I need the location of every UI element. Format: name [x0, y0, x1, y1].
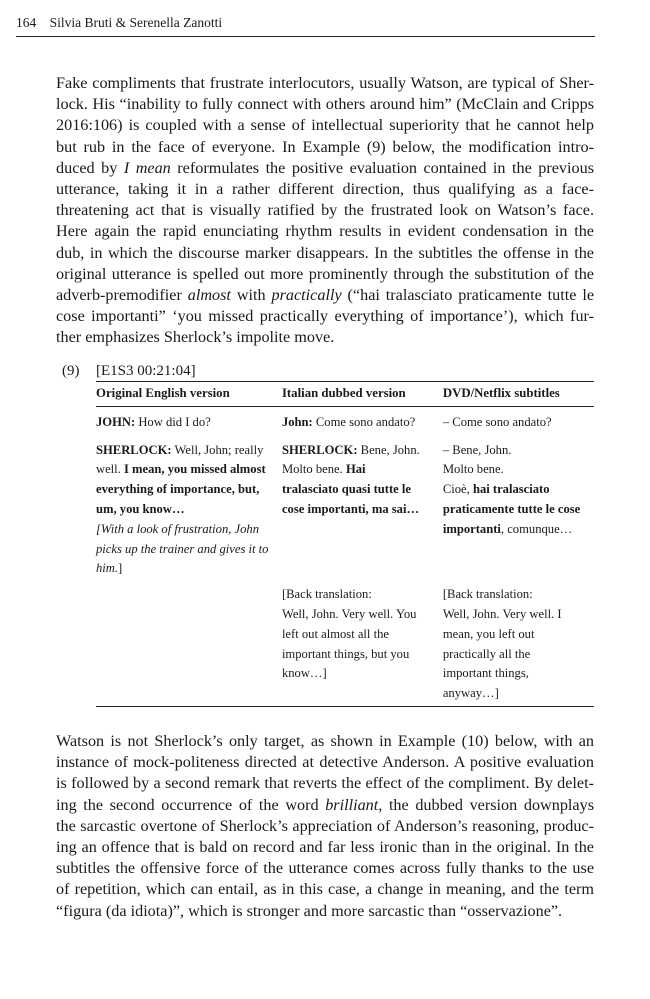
cell-line: [282, 480, 437, 500]
text-line: Watson is not Sherlock’s only target, as shown in Example (10) below, with an: [56, 732, 594, 750]
cell-line: Well, John. Very well. You: [281, 606, 417, 621]
text-line: ing an offence that is bald on record and far less ironic than in the original. In the: [56, 838, 594, 857]
bold-text: SHERLOCK:: [96, 442, 172, 457]
cell-line: important things, but you: [281, 646, 410, 661]
cell-english: JOHN: How did I do?: [96, 414, 211, 429]
bold-text: praticamente tutte le cose: [442, 501, 581, 516]
example-9: [62, 362, 596, 701]
example-table: [96, 381, 594, 707]
cell-line: [Back translation:: [442, 587, 533, 602]
bold-text: Hai: [345, 462, 366, 477]
cell-english-empty: [96, 579, 282, 706]
text-line: instance of mock-politeness directed at detective Anderson. A positive evaluation: [56, 753, 594, 772]
cell-subtitles: – Come sono andato?: [442, 414, 552, 429]
cell-line: practically all the: [442, 646, 531, 661]
bold-text: SHERLOCK:: [281, 442, 358, 457]
cell-line: [96, 520, 276, 540]
column-header-english: Original English version: [96, 382, 282, 407]
cell-line: Molto bene.: [442, 462, 504, 477]
bold-text: um, you know…: [96, 501, 185, 516]
table-row: [96, 579, 594, 706]
italic-text: almost: [187, 286, 231, 305]
italic-text: him.: [96, 561, 119, 576]
text-line: duced by I mean reformulates the positive evaluation contained in the previous: [56, 158, 595, 177]
cell-line: well. I mean, you missed almost: [96, 462, 266, 477]
text-line: ing the second occurrence of the word brilliant, the dubbed version downplays: [56, 795, 594, 814]
text-line: but rub in the face of everyone. In Example (9) below, the modification intro-: [56, 137, 594, 156]
example-heading: [62, 362, 596, 381]
column-header-subtitles: DVD/Netflix subtitles: [443, 382, 594, 407]
italic-text: practically: [271, 286, 342, 305]
table-row: [96, 441, 594, 580]
text-line: of repetition, which can entail, as in this case, a change in meaning, and the term: [56, 880, 594, 899]
example-number: (9): [62, 363, 80, 379]
cell-line: [443, 500, 588, 520]
text-line: the sarcastic overtone of Sherlock’s appreciation of Anderson’s reasoning, produc-: [56, 816, 594, 835]
italic-text: [With a look of frustration, John: [96, 521, 260, 536]
italic-text: picks up the trainer and gives it to: [96, 541, 269, 556]
table-header-row: [96, 382, 594, 407]
bold-text: tralasciato quasi tutte le: [281, 482, 412, 497]
bold-text: I mean, you missed almost: [123, 462, 266, 477]
bold-text: hai tralasciato: [472, 482, 550, 497]
text-line: cose importanti” ‘you missed practically everything of importance’), which fur-: [56, 307, 594, 326]
italic-text: I mean: [123, 158, 171, 177]
cell-line: – Bene, John.: [442, 442, 512, 457]
cell-dubbed: John: Come sono andato?: [281, 414, 416, 429]
cell-line: him.]: [96, 561, 123, 576]
cell-dubbed-back-translation: [282, 579, 443, 706]
column-header-dubbed: Italian dubbed version: [282, 382, 443, 407]
cell-line: Cioè, hai tralasciato: [442, 482, 550, 497]
cell-english: [96, 441, 282, 580]
cell-dubbed: [282, 441, 443, 580]
italic-text: brilliant: [325, 795, 379, 814]
cell-line: anyway…]: [442, 686, 499, 701]
cell-line: know…]: [281, 666, 327, 681]
text-line: original utterance is spelled out more prominently through the substitution of the: [56, 264, 594, 283]
running-head: [16, 14, 595, 37]
cell-line: importanti, comunque…: [442, 521, 573, 536]
cell-line: mean, you left out: [442, 626, 535, 641]
text-line: is followed by a second remark that reverts the effect of the compliment. By delet-: [56, 774, 594, 793]
text-line: Fake compliments that frustrate interlocutors, usually Watson, are typical of Sher-: [56, 74, 594, 92]
bold-text: cose importanti, ma sai…: [281, 501, 420, 516]
bold-text: JOHN:: [96, 414, 136, 429]
cell-line: [Back translation:: [281, 587, 372, 602]
text-line: dub, in which the discourse marker disappears. In the subtitles the offense in the: [56, 243, 594, 262]
cell-line: Molto bene. Hai: [281, 462, 366, 477]
text-line: 2016:106) is coupled with a sense of intellectual superiority that he cannot help: [56, 116, 594, 135]
example-scene-code: [E1S3 00:21:04]: [96, 363, 196, 379]
text-line: utterance, taking it in a rather different direction, thus qualifying as a face-: [56, 180, 594, 199]
cell-line: SHERLOCK: Bene, John.: [281, 442, 420, 457]
bold-text: importanti: [442, 521, 501, 536]
text-line: adverb-premodifier almost with practically (“hai tralasciato praticamente tutte le: [56, 286, 595, 305]
cell-line: [96, 480, 276, 500]
text-line: “figura (da idiota)”, which is stronger and more sarcastic than “osservazione”.: [56, 901, 563, 920]
table-row: [96, 406, 594, 440]
cell-line: SHERLOCK: Well, John; really: [96, 442, 264, 457]
cell-subtitles: [443, 441, 594, 580]
text-line: subtitles the offensive force of the utterance comes across fully thanks to the use: [56, 859, 594, 878]
cell-line: [96, 540, 276, 560]
cell-line: left out almost all the: [281, 626, 389, 641]
page-number: 164: [16, 15, 37, 30]
text-line: lock. His “inability to fully connect with others around him” (McClain and Cripps: [56, 95, 594, 114]
text-line: ther emphasizes Sherlock’s impolite move.: [56, 328, 335, 347]
cell-line: important things,: [442, 666, 529, 681]
bold-text: John:: [281, 414, 313, 429]
cell-line: [282, 500, 437, 520]
cell-subtitles-back-translation: [443, 579, 594, 706]
body-paragraph-1: [56, 73, 594, 349]
text-line: threatening act that is visually ratified by the frustrated look on Watson’s face.: [56, 201, 594, 220]
text-line: Here again the rapid enunciating rhythm results in evident condensation in the: [56, 222, 594, 241]
cell-line: [96, 500, 276, 520]
body-paragraph-2: [56, 731, 594, 922]
bold-text: everything of importance, but,: [96, 482, 260, 497]
cell-line: Well, John. Very well. I: [442, 606, 562, 621]
running-head-authors: Silvia Bruti & Serenella Zanotti: [49, 15, 223, 30]
